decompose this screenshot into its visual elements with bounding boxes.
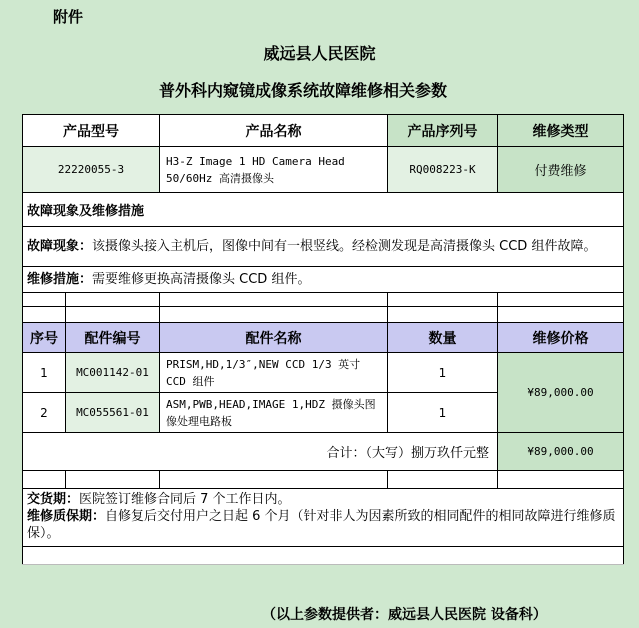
header-repair-type: 维修类型: [498, 115, 624, 147]
total-label: 合计：（大写）捌万玖仟元整: [23, 433, 498, 471]
terms-cell: [23, 489, 624, 547]
product-header-row: [23, 115, 624, 147]
terms-row: [23, 489, 624, 547]
phenomenon-label: 故障现象：: [27, 239, 93, 254]
parts-price: ¥89,000.00: [498, 353, 624, 433]
part-quantity: 1: [388, 393, 498, 433]
delivery-line: [27, 491, 619, 508]
part-name: ASM,PWB,HEAD,IMAGE 1,HDZ 摄像头图像处理电路板: [160, 393, 388, 433]
table-row: [23, 353, 624, 393]
part-index: 1: [23, 353, 66, 393]
blank-row: [23, 307, 624, 323]
fault-measure-row: [23, 267, 624, 293]
header-model: 产品型号: [23, 115, 160, 147]
delivery-label: 交货期：: [27, 492, 80, 507]
total-value: ¥89,000.00: [498, 433, 624, 471]
delivery-text: 医院签订维修合同后 7 个工作日内。: [79, 492, 291, 507]
product-name: H3-Z Image 1 HD Camera Head 50/60Hz 高清摄像头: [160, 147, 388, 193]
product-repair-type: 付费维修: [498, 147, 624, 193]
blank-row: [23, 547, 624, 565]
blank-row: [23, 293, 624, 307]
phenomenon-text: 该摄像头接入主机后，图像中间有一根竖线。经检测发现是高清摄像头 CCD 组件故障。: [92, 239, 597, 254]
fault-heading-row: [23, 193, 624, 227]
product-row: [23, 147, 624, 193]
total-row: [23, 433, 624, 471]
part-code: MC001142-01: [66, 353, 160, 393]
measure-label: 维修措施：: [27, 272, 93, 287]
part-index: 2: [23, 393, 66, 433]
fault-phenomenon-row: [23, 227, 624, 267]
warranty-label: 维修质保期：: [27, 509, 106, 524]
header-quantity: 数量: [388, 323, 498, 353]
header-price: 维修价格: [498, 323, 624, 353]
header-index: 序号: [23, 323, 66, 353]
product-model: 22220055-3: [23, 147, 160, 193]
warranty-text: 自修复后交付用户之日起 6 个月（针对非人为因素所致的相同配件的相同故障进行维修质保）。: [27, 509, 616, 541]
parameter-table: [22, 114, 624, 565]
part-code: MC055561-01: [66, 393, 160, 433]
header-part-name: 配件名称: [160, 323, 388, 353]
warranty-line: [27, 508, 619, 542]
provider-note: （以上参数提供者：威远县人民医院 设备科）: [262, 607, 547, 623]
parts-header-row: [23, 323, 624, 353]
header-serial: 产品序列号: [388, 115, 498, 147]
fault-phenomenon: [23, 227, 624, 267]
hospital-name: 威远县人民医院: [263, 44, 376, 63]
measure-text: 需要维修更换高清摄像头 CCD 组件。: [92, 272, 311, 287]
fault-heading: 故障现象及维修措施: [23, 193, 624, 227]
header-product-name: 产品名称: [160, 115, 388, 147]
parameter-sheet: [22, 114, 623, 565]
blank-row: [23, 471, 624, 489]
header-part-code: 配件编号: [66, 323, 160, 353]
product-serial: RQ008223-K: [388, 147, 498, 193]
attachment-label: 附件: [53, 8, 84, 26]
document-title: 普外科内窥镜成像系统故障维修相关参数: [158, 81, 447, 100]
fault-measure: [23, 267, 624, 293]
part-quantity: 1: [388, 353, 498, 393]
part-name: PRISM,HD,1/3″,NEW CCD 1/3 英寸 CCD 组件: [160, 353, 388, 393]
